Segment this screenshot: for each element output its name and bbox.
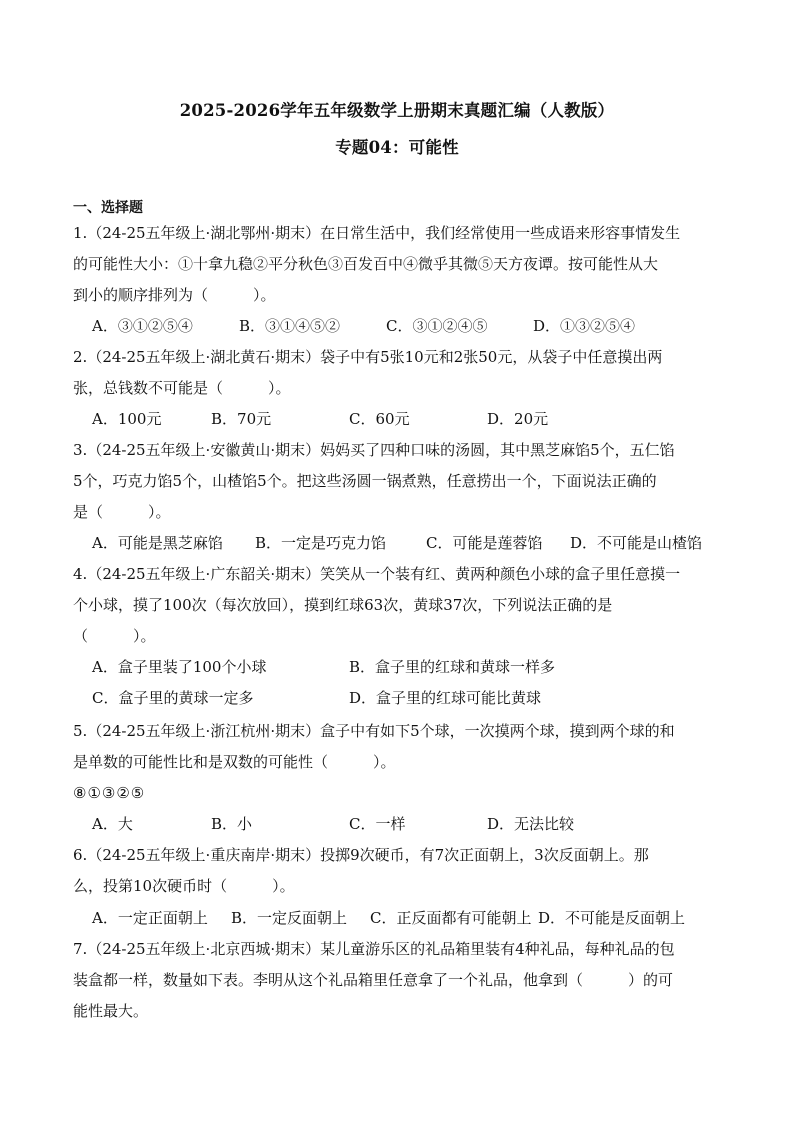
option-b[interactable]: B．70元 (211, 410, 272, 428)
option-c[interactable]: C．盒子里的黄球一定多 (92, 689, 254, 707)
question-6-options (92, 903, 732, 934)
question-line: 装盒都一样，数量如下表。李明从这个礼品箱里任意拿了一个礼品，他拿到（ ）的可 (73, 971, 674, 989)
option-b[interactable]: B．一定反面朝上 (231, 909, 348, 927)
question-line: （ ）。 (73, 627, 156, 645)
question-line: 个小球，摸了100次（每次放回），摸到红球63次，黄球37次，下列说法正确的是 (73, 596, 613, 614)
option-c[interactable]: C．③①②④⑤ (386, 317, 488, 335)
option-c[interactable]: C．60元 (349, 410, 410, 428)
option-a[interactable]: A．100元 (92, 410, 162, 428)
question-line: 5个，巧克力馅5个，山楂馅5个。把这些汤圆一锅煮熟，任意捞出一个，下面说法正确的 (73, 472, 657, 490)
question-number: 5. (73, 722, 88, 740)
option-a[interactable]: A．③①②⑤④ (92, 317, 193, 335)
question-line: 2.（24-25五年级上·湖北黄石·期末）袋子中有5张10元和2张50元，从袋子中任意摸出两 (73, 348, 663, 366)
question-3 (73, 435, 723, 528)
option-d[interactable]: D．盒子里的红球可能比黄球 (349, 689, 542, 707)
question-4-options (92, 652, 732, 714)
question-line: 7.（24-25五年级上·北京西城·期末）某儿童游乐区的礼品箱里装有4种礼品，每种礼品的包 (73, 940, 675, 958)
option-b[interactable]: B．一定是巧克力馅 (255, 534, 387, 552)
document-title: 2025-2026学年五年级数学上册期末真题汇编（人教版） (179, 101, 615, 120)
question-line: 能性最大。 (73, 1002, 149, 1020)
question-2-options (92, 404, 732, 435)
question-line: 是（ ）。 (73, 503, 171, 521)
option-c[interactable]: C．可能是莲蓉馅 (426, 534, 543, 552)
question-5 (73, 716, 723, 809)
question-6 (73, 840, 723, 902)
question-line: 5.（24-25五年级上·浙江杭州·期末）盒子中有如下5个球，一次摸两个球，摸到两个球的和 (73, 722, 675, 740)
question-1 (73, 218, 723, 311)
question-number: 6. (73, 846, 88, 864)
question-number: 1. (73, 224, 88, 242)
question-line: 4.（24-25五年级上·广东韶关·期末）笑笑从一个装有红、黄两种颜色小球的盒子里任意摸一 (73, 565, 681, 583)
question-5-options (92, 809, 732, 840)
question-number: 4. (73, 565, 88, 583)
question-1-options (92, 311, 732, 342)
question-7 (73, 934, 723, 1027)
question-line: 6.（24-25五年级上·重庆南岸·期末）投掷9次硬币，有7次正面朝上，3次反面朝上。那 (73, 846, 649, 864)
option-a[interactable]: A．盒子里装了100个小球 (92, 658, 267, 676)
option-c[interactable]: C．正反面都有可能朝上 (370, 909, 532, 927)
option-d[interactable]: D．不可能是反面朝上 (538, 909, 686, 927)
question-3-options (92, 528, 732, 559)
ball-row: ⑧①③②⑤ (73, 784, 146, 802)
option-a[interactable]: A．可能是黑芝麻馅 (92, 534, 223, 552)
option-d[interactable]: D．①③②⑤④ (533, 317, 636, 335)
question-line: 到小的顺序排列为（ ）。 (73, 286, 276, 304)
question-line: 么，投第10次硬币时（ ）。 (73, 877, 295, 895)
option-d[interactable]: D．20元 (487, 410, 549, 428)
option-b[interactable]: B．③①④⑤② (239, 317, 341, 335)
document-subtitle: 专题04：可能性 (335, 138, 459, 157)
option-a[interactable]: A．大 (92, 815, 133, 833)
option-b[interactable]: B．小 (211, 815, 253, 833)
option-b[interactable]: B．盒子里的红球和黄球一样多 (349, 658, 556, 676)
question-line: 3.（24-25五年级上·安徽黄山·期末）妈妈买了四种口味的汤圆，其中黑芝麻馅5个，五仁馅 (73, 441, 675, 459)
question-2 (73, 342, 723, 404)
option-d[interactable]: D．不可能是山楂馅 (570, 534, 703, 552)
question-4 (73, 559, 723, 652)
question-line: 张，总钱数不可能是（ ）。 (73, 379, 291, 397)
question-line: 是单数的可能性比和是双数的可能性（ ）。 (73, 753, 396, 771)
option-a[interactable]: A．一定正面朝上 (92, 909, 208, 927)
question-line: 1.（24-25五年级上·湖北鄂州·期末）在日常生活中，我们经常使用一些成语来形容事情发生 (73, 224, 681, 242)
section-heading: 一、选择题 (73, 200, 143, 216)
question-number: 2. (73, 348, 88, 366)
question-number: 7. (73, 940, 88, 958)
option-c[interactable]: C．一样 (349, 815, 406, 833)
question-line: 的可能性大小：①十拿九稳②平分秋色③百发百中④微乎其微⑤天方夜谭。按可能性从大 (73, 255, 659, 273)
option-d[interactable]: D．无法比较 (487, 815, 575, 833)
question-number: 3. (73, 441, 88, 459)
